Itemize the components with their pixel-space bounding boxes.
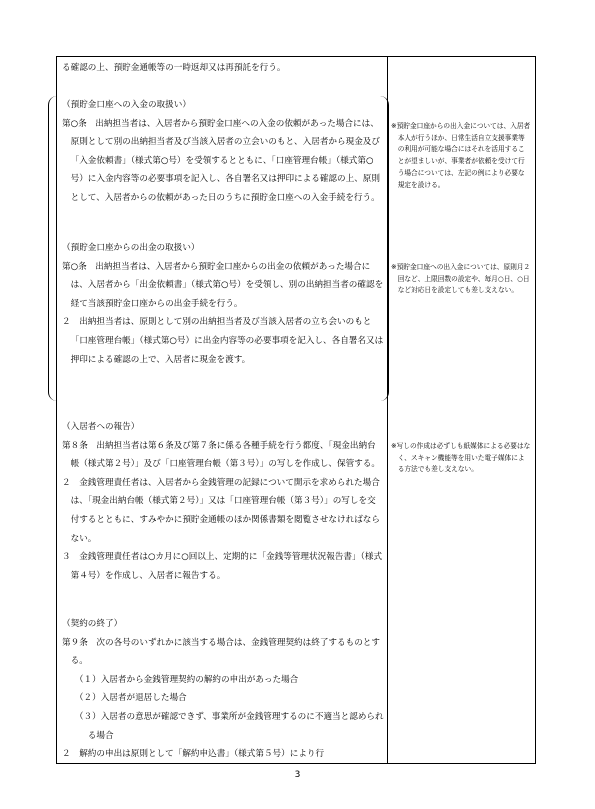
note-1	[391, 121, 531, 191]
page-number: 3	[294, 770, 301, 780]
article-heading: （預貯金口座への入金の取扱い）	[62, 100, 191, 110]
note-text: ※預貯金口座からの出入金については、入居者本人が行うほか、日常生活自立支援事業等の利用が可能な場合にはそれを活用することが望ましいが、事業者が依頼を受けて行う場合については、左記の例により必要な規定を設ける。	[391, 122, 531, 189]
article-text: 第○条 出納担当者は、入居者から預貯金口座への入金の依頼があった場合には、原則として別の出納担当者及び当該入居者の立会いのもと、入居者から現金及び「入金依頼書」（様式第○号）を受領するとともに、「口座管理台帳」（様式第○号）に入金内容等の必要事項を記入し、各自署名又は押印による確認の上、原則として、入居者からの依頼があった日のうちに預貯金口座への入金手続を行う。	[62, 118, 380, 203]
list-item: （１）入居者から金銭管理契約の解約の申出があった場合	[74, 674, 299, 685]
article-text: 第○条 出納担当者は、入居者から預貯金口座からの出金の依頼があった場合には、入居者から「出金依頼書」（様式第○号）を受領し、別の出納担当者の確認を経て当該預貯金口座からの出金手続を行う。	[62, 261, 384, 309]
article-paragraph-3: ３ 金銭管理責任者は○カ月に○回以上、定期的に「金銭等管理状況報告書」（様式第４号）を作成し、入居者に報告する。	[62, 552, 383, 581]
article-heading: （預貯金口座からの出金の取扱い）	[62, 243, 200, 253]
list-item: （２）入居者が退居した場合	[74, 693, 187, 704]
list-item: （３）入居者の意思が確認できず、事業所が金銭管理するのに不適当と認められる場合	[74, 711, 384, 741]
article-text: 第９条 次の各号のいずれかに該当する場合は、金銭管理契約は終了するものとする。	[62, 637, 380, 667]
article-paragraph-2: ２ 出納担当者は、原則として別の出納担当者及び当該入居者の立ち会いのもと「口座管理台帳」（様式第○号）に出金内容等の必要事項を記入し、各自署名又は押印による確認の上で、入居者に現金を渡す。	[62, 317, 384, 365]
article-deposit	[62, 96, 384, 208]
article-heading: （入居者への報告）	[62, 422, 140, 432]
main-column	[62, 59, 384, 78]
article-heading: （契約の終了）	[62, 619, 123, 629]
article-text: 第８条 出納担当者は第６条及び第７条に係る各種手続を行う都度、「現金出納台帳（様式第２号）」及び「口座管理台帳（第３号）」の写しを作成し、保管する。	[62, 440, 380, 470]
article-8	[62, 418, 384, 585]
note-text: ※写しの作成は必ずしも紙媒体による必要はなく、スキャン機能等を用いた電子媒体による方法でも差し支えない。	[391, 442, 531, 474]
intro-text: る確認の上、預貯金通帳等の一時返却又は再預託を行う。	[62, 63, 286, 73]
article-paragraph-2: ２ 金銭管理責任者は、入居者から金銭管理の記録について開示を求められた場合は、「現金出納台帳（様式第２号）」又は「口座管理台帳（第３号）」の写しを交付するとともに、すみやかに預貯金通帳のほか関係書類を閲覧させなければならない。	[62, 477, 380, 544]
note-3	[391, 441, 531, 476]
article-withdraw	[62, 239, 384, 369]
article-9	[62, 615, 384, 764]
left-bracket	[48, 96, 59, 401]
article-paragraph-2: ２ 解約の申出は原則として「解約申込書」（様式第５号）により行	[62, 749, 325, 760]
note-2	[391, 262, 531, 297]
note-text: ※預貯金口座への出入金については、原則月２回など、上限回数の設定や、毎月○日、○日など対応日を設定しても差し支えない。	[391, 263, 531, 295]
